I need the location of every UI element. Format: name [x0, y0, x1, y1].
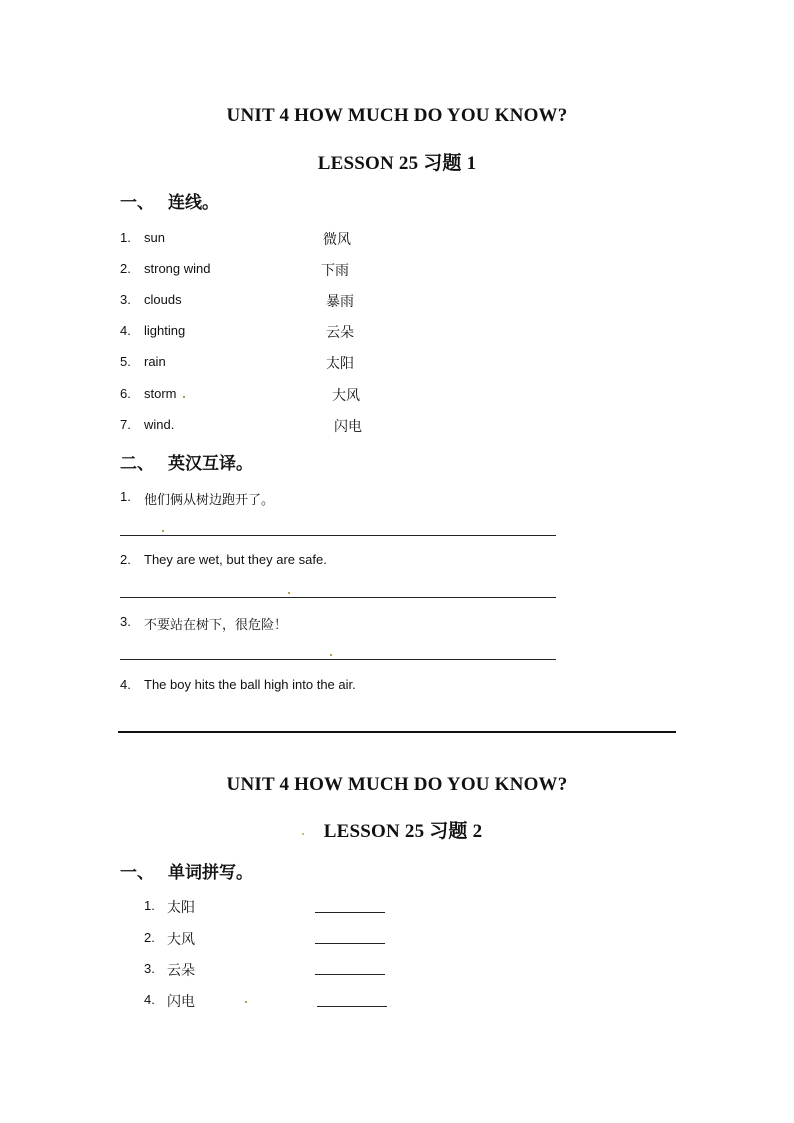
chinese-word: 云朵 [167, 963, 195, 979]
question-text: The boy hits the ball high into the air. [144, 677, 356, 692]
english-word: storm [144, 386, 177, 401]
chinese-word: 大风 [332, 388, 360, 404]
section-heading-spelling [120, 858, 253, 883]
item-number: 3. [120, 614, 131, 629]
unit-title-1: UNIT 4 HOW MUCH DO YOU KNOW? [226, 105, 568, 126]
chinese-word: 太阳 [326, 356, 354, 372]
item-number: 2. [120, 552, 131, 567]
english-word: clouds [144, 292, 182, 307]
chinese-word: 大风 [167, 932, 195, 948]
lesson-title-1: LESSON 25 习题 1 [317, 153, 477, 174]
item-number: 4. [120, 677, 131, 692]
answer-line[interactable] [120, 535, 556, 536]
section-heading-matching [120, 188, 219, 213]
stray-mark [288, 592, 290, 594]
item-number: 5. [120, 354, 131, 369]
answer-line[interactable] [120, 659, 556, 660]
chinese-word: 太阳 [167, 900, 195, 916]
english-word: sun [144, 230, 165, 245]
item-number: 1. [120, 489, 131, 504]
section-title: 英汉互译。 [168, 454, 253, 474]
item-number: 4. [120, 323, 131, 338]
stray-mark [330, 654, 332, 656]
item-number: 2. [144, 930, 155, 945]
item-number: 1. [144, 898, 155, 913]
item-number: 4. [144, 992, 155, 1007]
section-title: 连线。 [168, 193, 219, 213]
item-number: 2. [120, 261, 131, 276]
section-number: 一、 [120, 863, 154, 883]
question-text: 他们俩从树边跑开了。 [144, 493, 275, 508]
unit-title-2: UNIT 4 HOW MUCH DO YOU KNOW? [226, 774, 568, 795]
section-title: 单词拼写。 [168, 863, 253, 883]
question-text: They are wet, but they are safe. [144, 552, 327, 567]
answer-blank[interactable] [315, 943, 385, 944]
question-text: 不要站在树下，很危险！ [144, 618, 288, 633]
item-number: 7. [120, 417, 131, 432]
section-number: 二、 [120, 454, 154, 474]
english-word: wind. [144, 417, 175, 432]
stray-mark [183, 396, 185, 398]
item-number: 1. [120, 230, 131, 245]
chinese-word: 微风 [323, 232, 351, 248]
english-word: strong wind [144, 261, 211, 276]
chinese-word: 云朵 [326, 325, 354, 341]
section-heading-translation [120, 449, 253, 474]
answer-line[interactable] [120, 597, 556, 598]
chinese-word: 闪电 [334, 419, 362, 435]
chinese-word: 暴雨 [326, 294, 354, 310]
item-number: 6. [120, 386, 131, 401]
answer-blank[interactable] [315, 912, 385, 913]
chinese-word: 闪电 [167, 994, 195, 1010]
stray-mark [245, 1001, 247, 1003]
item-number: 3. [120, 292, 131, 307]
english-word: rain [144, 354, 166, 369]
section-number: 一、 [120, 193, 154, 213]
item-number: 3. [144, 961, 155, 976]
stray-mark [162, 530, 164, 532]
lesson-title-2: LESSON 25 习题 2 [323, 821, 483, 842]
answer-blank[interactable] [315, 974, 385, 975]
answer-blank[interactable] [317, 1006, 387, 1007]
english-word: lighting [144, 323, 186, 338]
page-divider [118, 731, 676, 733]
chinese-word: 下雨 [321, 263, 349, 279]
